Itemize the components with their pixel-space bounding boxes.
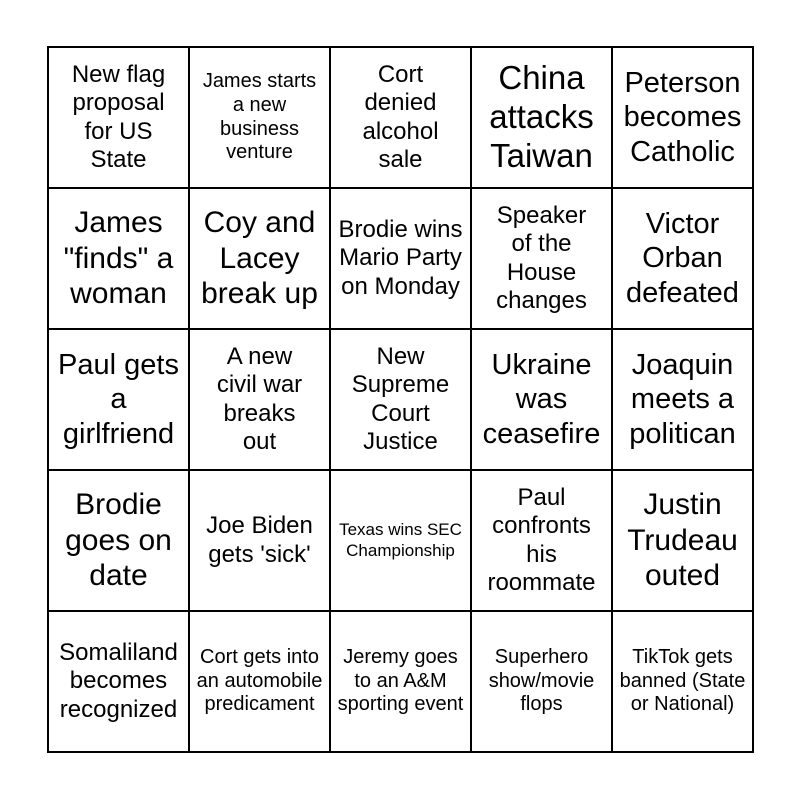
bingo-cell-text: China attacks Taiwan <box>489 59 594 174</box>
bingo-cell[interactable] <box>330 470 471 611</box>
bingo-cell-text: Brodie goes on date <box>65 488 172 593</box>
bingo-cell-text: Victor Orban defeated <box>626 208 739 309</box>
bingo-cell-text: Speaker of the House changes <box>496 201 587 314</box>
bingo-cell[interactable] <box>612 611 753 752</box>
bingo-cell-text: Superhero show/movie flops <box>488 646 595 716</box>
bingo-cell[interactable] <box>612 470 753 611</box>
bingo-cell[interactable] <box>189 329 330 470</box>
bingo-cell[interactable] <box>612 188 753 329</box>
bingo-cell[interactable] <box>48 47 189 188</box>
bingo-cell-text: Brodie wins Mario Party on Monday <box>338 216 463 300</box>
bingo-cell-text: Texas wins SEC Championship <box>339 520 462 560</box>
bingo-cell-text: Ukraine was ceasefire <box>482 349 601 450</box>
bingo-cell[interactable] <box>330 611 471 752</box>
bingo-cell-text: Paul gets a girlfriend <box>58 349 179 450</box>
bingo-cell[interactable] <box>189 611 330 752</box>
bingo-cell[interactable] <box>189 188 330 329</box>
bingo-cell-text: James starts a new business venture <box>202 70 317 164</box>
bingo-cell-text: New Supreme Court Justice <box>351 342 450 455</box>
bingo-cell[interactable] <box>471 188 612 329</box>
bingo-cell[interactable] <box>48 470 189 611</box>
bingo-cell[interactable] <box>189 47 330 188</box>
bingo-cell[interactable] <box>471 47 612 188</box>
bingo-cell[interactable] <box>48 329 189 470</box>
bingo-cell-text: Joaquin meets a politican <box>629 349 736 450</box>
bingo-cell[interactable] <box>612 47 753 188</box>
bingo-cell-text: Somaliland becomes recognized <box>59 639 178 723</box>
bingo-cell-text: James "finds" a woman <box>63 206 174 311</box>
bingo-cell[interactable] <box>48 188 189 329</box>
bingo-cell[interactable] <box>189 470 330 611</box>
bingo-cell[interactable] <box>471 329 612 470</box>
bingo-cell-text: Coy and Lacey break up <box>201 206 318 311</box>
bingo-cell[interactable] <box>48 611 189 752</box>
bingo-cell-text: Justin Trudeau outed <box>627 488 738 593</box>
bingo-board <box>47 46 754 753</box>
bingo-cell[interactable] <box>330 329 471 470</box>
bingo-cell[interactable] <box>471 611 612 752</box>
bingo-cell-text: A new civil war breaks out <box>216 342 303 455</box>
bingo-cell-text: TikTok gets banned (State or National) <box>619 646 746 716</box>
bingo-cell-text: Peterson becomes Catholic <box>623 67 742 168</box>
bingo-cell-text: Jeremy goes to an A&M sporting event <box>337 646 464 716</box>
bingo-cell-text: New flag proposal for US State <box>71 60 166 173</box>
bingo-cell-text: Cort denied alcohol sale <box>362 60 439 173</box>
bingo-cell-text: Paul confronts his roommate <box>487 483 596 596</box>
bingo-cell-text: Cort gets into an automobile predicament <box>196 646 323 716</box>
bingo-cell[interactable] <box>471 470 612 611</box>
bingo-cell[interactable] <box>612 329 753 470</box>
bingo-cell[interactable] <box>330 188 471 329</box>
bingo-cell-text: Joe Biden gets 'sick' <box>206 512 313 568</box>
bingo-cell[interactable] <box>330 47 471 188</box>
